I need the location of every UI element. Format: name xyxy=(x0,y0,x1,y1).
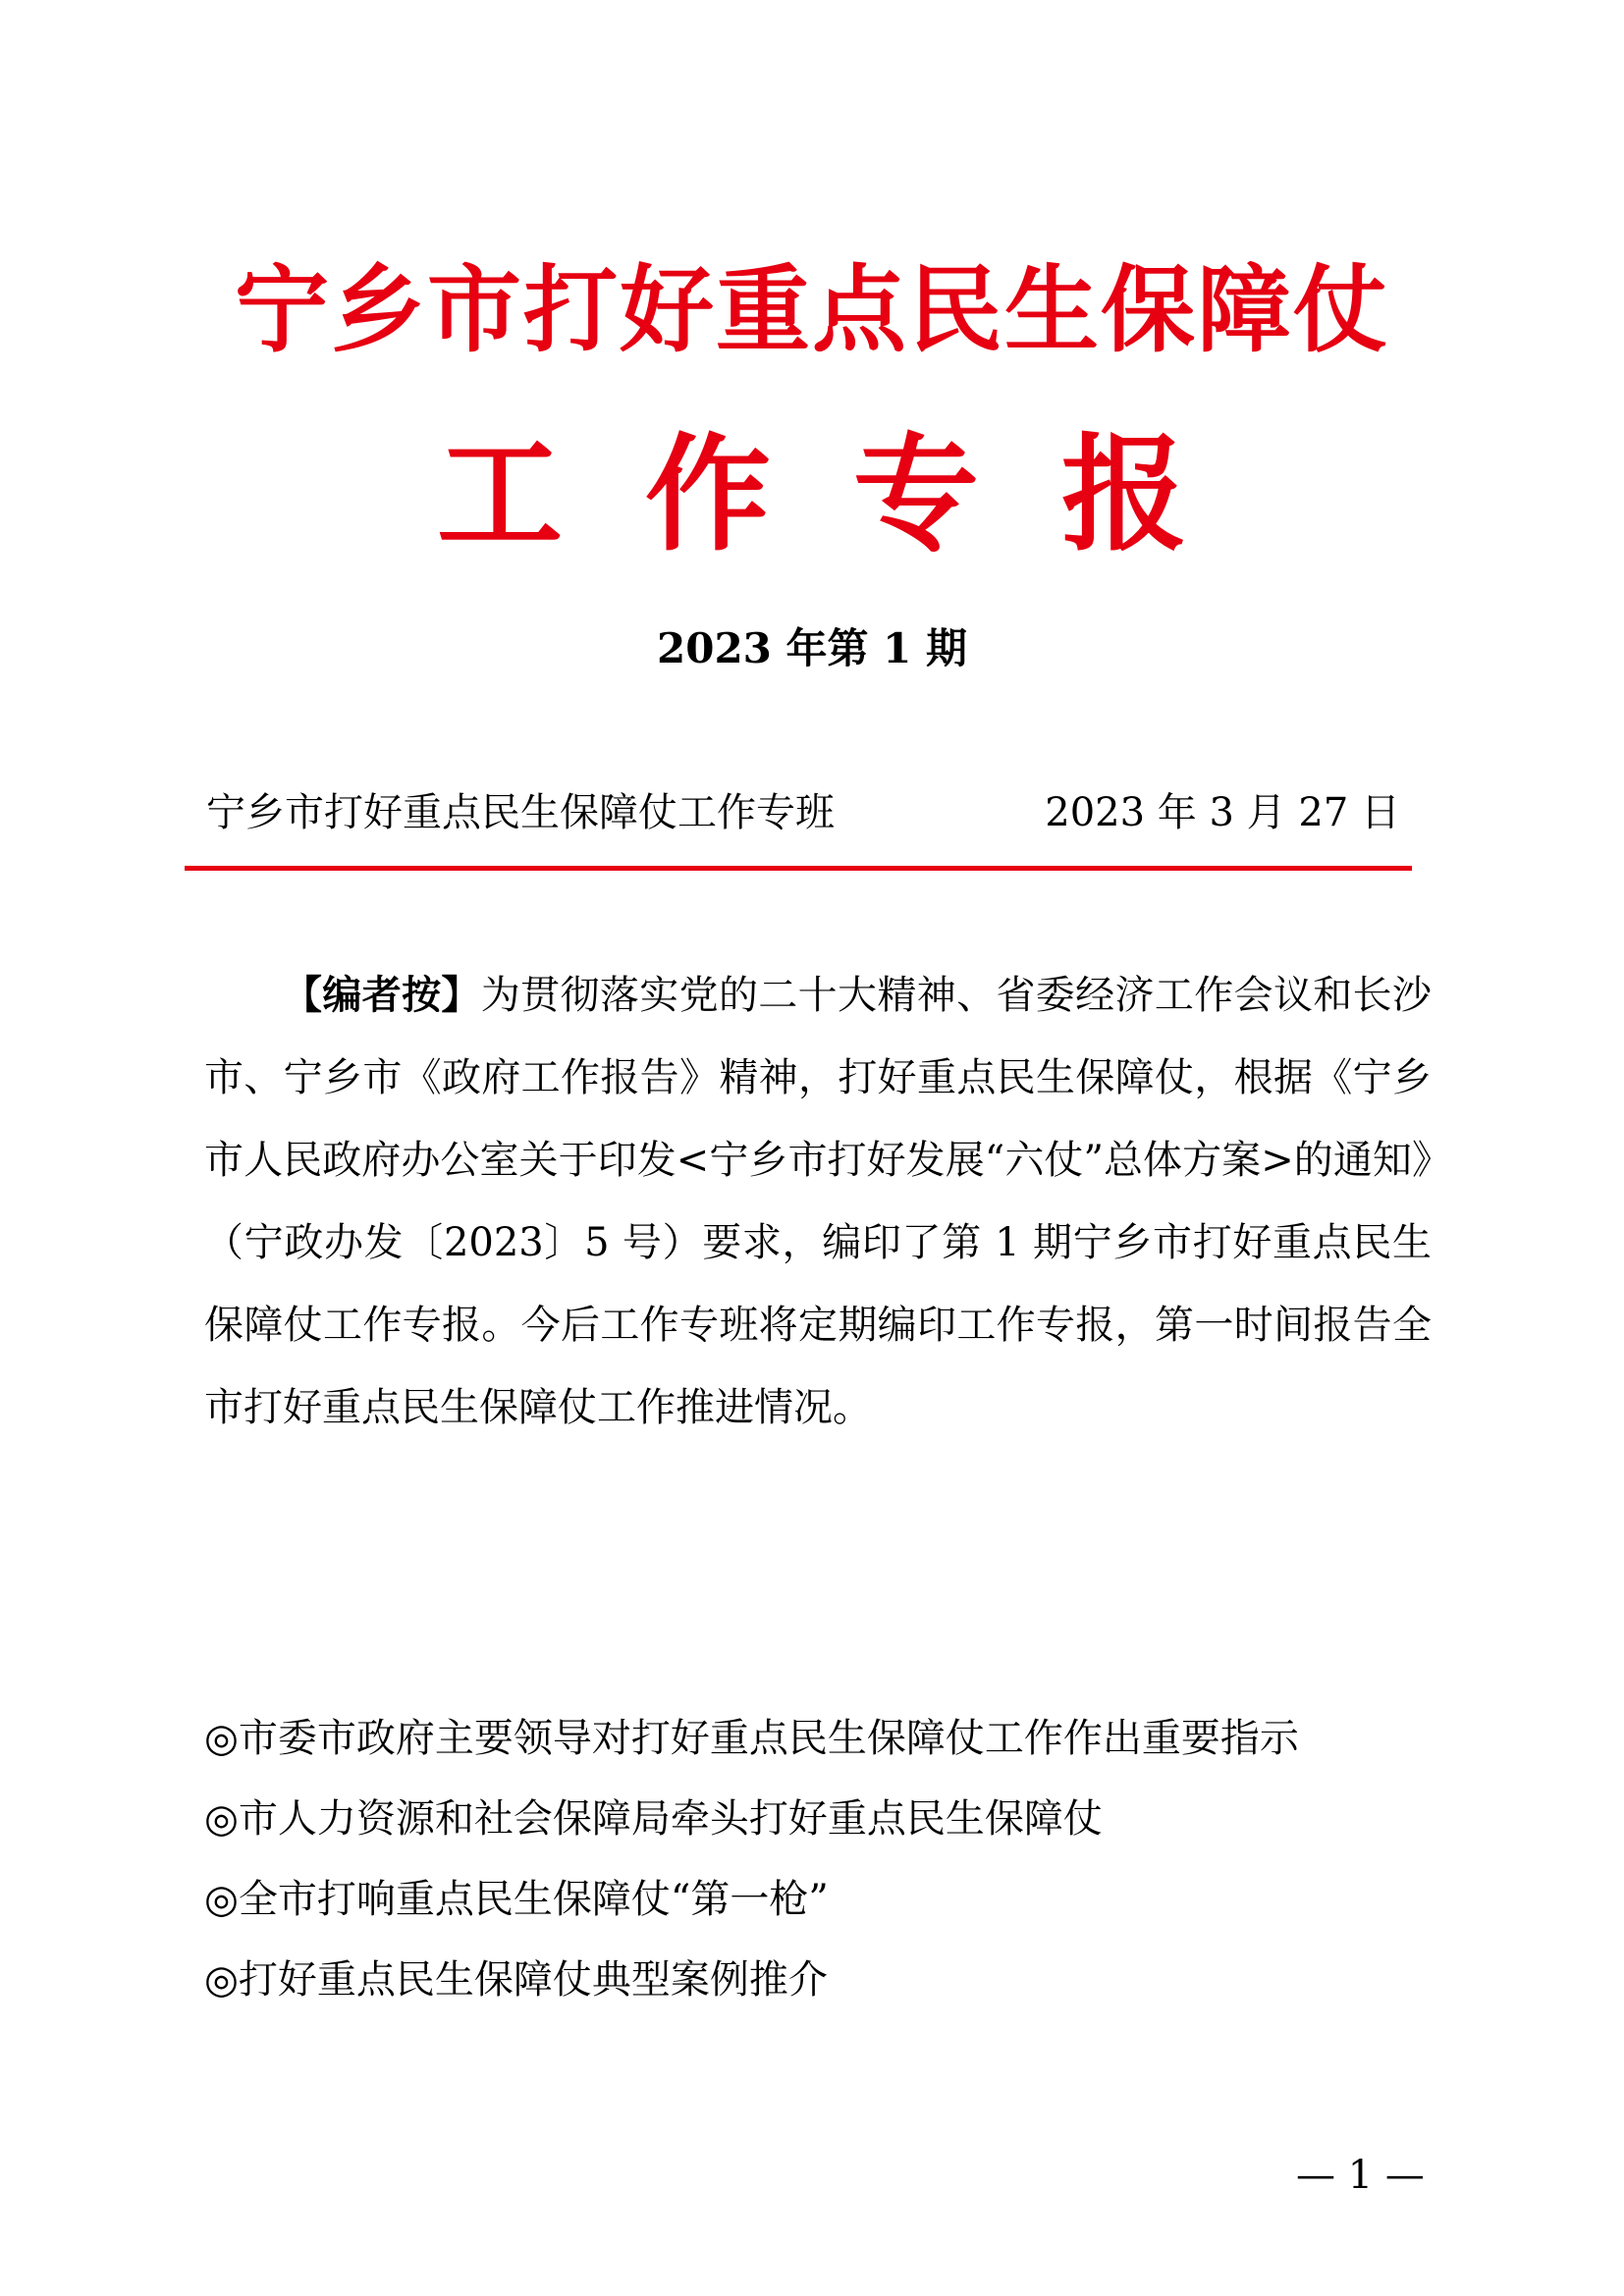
issue-number: 2023 年第 1 期 xyxy=(657,624,967,672)
subtitle-char: 专 xyxy=(853,421,980,568)
report-subtitle xyxy=(0,421,1624,568)
issue-date: 2023 年 3 月 27 日 xyxy=(1045,790,1400,835)
page-number: — 1 — xyxy=(1296,2153,1425,2198)
contents-item: ◎市委市政府主要领导对打好重点民生保障仗工作作出重要指示 xyxy=(204,1716,1299,1761)
header-divider xyxy=(185,866,1412,871)
editor-note-label: 【编者按】 xyxy=(283,972,481,1018)
contents-list xyxy=(204,1698,1299,2020)
contents-item: ◎市人力资源和社会保障局牵头打好重点民生保障仗 xyxy=(204,1796,1103,1842)
subtitle-char: 报 xyxy=(1061,421,1188,568)
contents-item: ◎打好重点民生保障仗典型案例推介 xyxy=(204,1957,828,2002)
editor-note-text: 为贯彻落实党的二十大精神、省委经济工作会议和长沙市、宁乡市《政府工作报告》精神，打好重点民生保障仗，根据《宁乡市人民政府办公室关于印发<宁乡市打好发展“六仗”总体方案>的通知》（宁政办发〔2023〕5 号）要求，编印了第 1 期宁乡市打好重点民生保障仗工作专报。今后工作专班将定期编印工作专报，第一时间报告全市打好重点民生保障仗工作推进情况。 xyxy=(204,973,1433,1430)
subtitle-char: 工 xyxy=(436,421,563,568)
editor-note xyxy=(204,954,1432,1449)
report-title: 宁乡市打好重点民生保障仗 xyxy=(235,254,1389,365)
subtitle-char: 作 xyxy=(644,421,771,568)
issuer: 宁乡市打好重点民生保障仗工作专班 xyxy=(206,790,835,835)
contents-item: ◎全市打响重点民生保障仗“第一枪” xyxy=(204,1877,829,1922)
editor-note-paragraph xyxy=(204,954,1432,1449)
